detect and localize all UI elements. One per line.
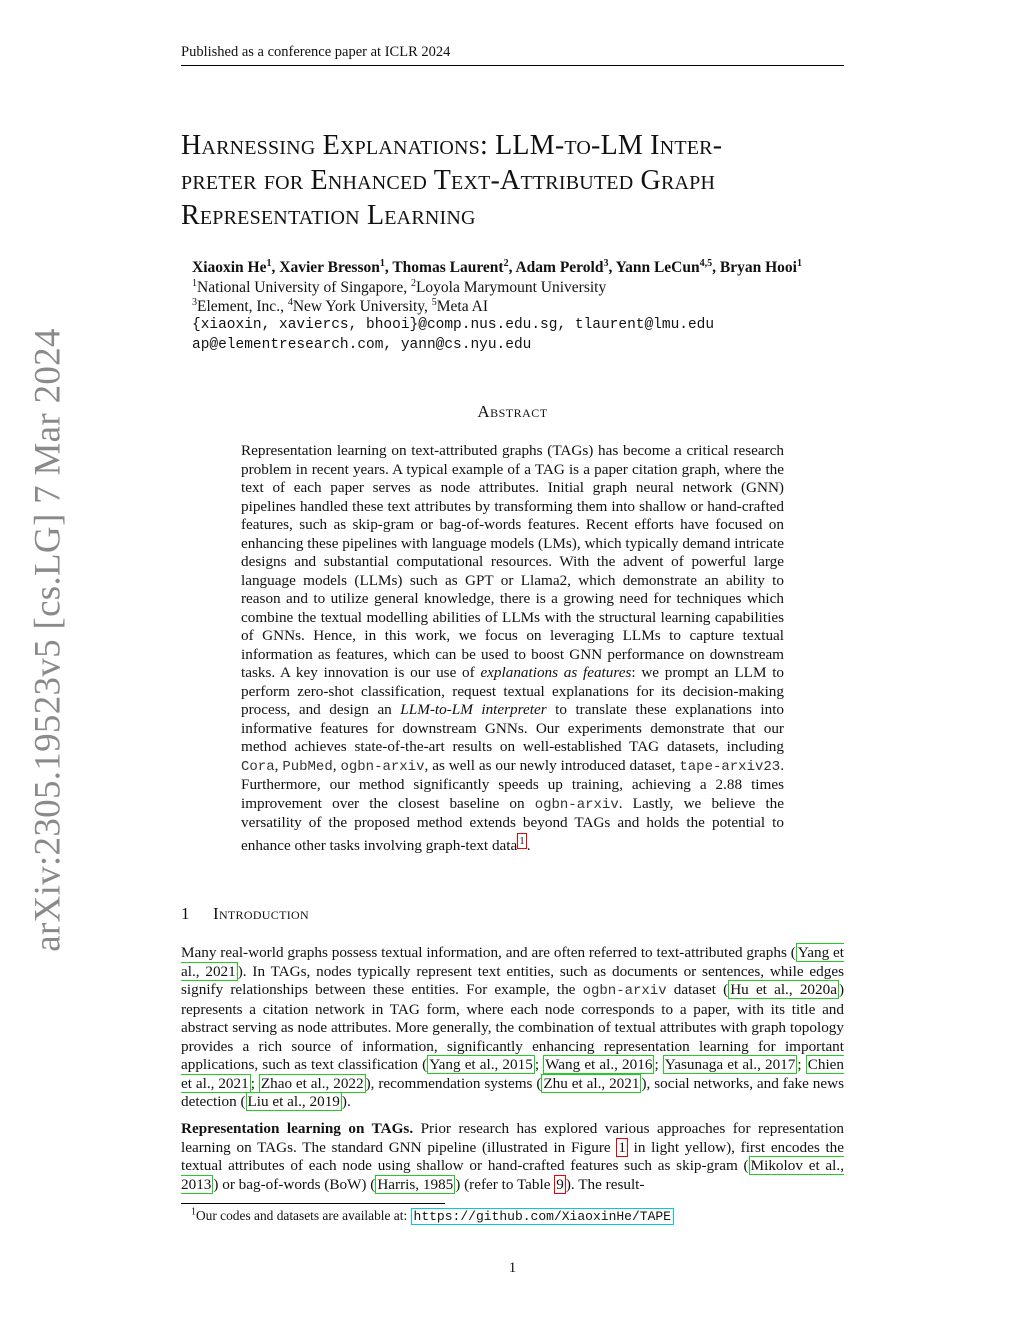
abstract-emphasis: LLM-to-LM interpreter <box>400 701 547 718</box>
arxiv-stamp: arXiv:2305.19523v5 [cs.LG] 7 Mar 2024 <box>27 328 69 952</box>
footnote <box>191 1208 841 1224</box>
abstract-text: : we prompt an LLM to perform zero-shot classification, request textual explanations for its decision-making process, and design an <box>241 664 785 718</box>
dataset-name: tape-arxiv23 <box>679 758 781 775</box>
footnote-mark: 1 <box>191 1206 196 1218</box>
affil-mark: 1 <box>192 277 197 289</box>
author-affil-mark: 1 <box>379 257 385 269</box>
separator: ; <box>654 1056 663 1073</box>
repository-url-link[interactable]: https://github.com/XiaoxinHe/TAPE <box>411 1208 674 1225</box>
abstract-text: . <box>526 836 531 854</box>
citation-link[interactable]: Yang et al., 2015 <box>429 1056 533 1073</box>
title-line-3: Representation Learning <box>181 200 476 231</box>
abstract-text: , <box>274 756 283 774</box>
body-text: dataset ( <box>666 981 729 998</box>
abstract-text: to translate these explanations into informative features for downstream GNNs. Our experiments demonstrate that our method achieves state-of-the-art results on well-established TAG datasets, including <box>241 701 785 755</box>
affil-mark: 3 <box>192 296 197 308</box>
affil-mark: 5 <box>431 296 437 308</box>
footnote-text: Our codes and datasets are available at: <box>196 1208 411 1223</box>
intro-paragraph-2 <box>181 1120 844 1194</box>
abstract-text: . Furthermore, our method significantly speeds up training, achieving a 2.88 times improvement over the closest baseline on <box>241 756 784 812</box>
separator: ; <box>250 1074 259 1092</box>
body-text: in light yellow), first encodes the textual attributes of each node using shallow or hand-crafted features such as skip-gram ( <box>181 1138 844 1174</box>
body-text: ). The result- <box>565 1175 645 1193</box>
paper-title <box>181 128 844 233</box>
author-name: Xiaoxin He <box>192 259 267 276</box>
author-affil-mark: 1 <box>796 257 802 269</box>
abstract-text: , <box>332 756 341 774</box>
paragraph-heading: Representation learning on TAGs. <box>181 1120 414 1137</box>
section-title: Introduction <box>213 904 309 923</box>
footnote-link[interactable]: 1 <box>519 834 525 847</box>
dataset-name: PubMed <box>282 758 333 775</box>
affil-text: Meta AI <box>436 298 488 315</box>
affiliation-line-2 <box>192 298 852 316</box>
abstract-body <box>241 442 784 855</box>
body-text: ) (refer to Table <box>455 1175 555 1193</box>
dataset-name: Cora <box>241 758 275 775</box>
affil-mark: 2 <box>410 277 416 289</box>
body-text: ), recommendation systems ( <box>365 1074 542 1092</box>
affiliation-line-1 <box>192 279 852 297</box>
title-line-2: preter for Enhanced Text-Attributed Graph <box>181 165 716 196</box>
email-line-2: ap@elementresearch.com, yann@cs.nyu.edu <box>192 337 532 353</box>
abstract-text: Representation learning on text-attributed graphs (TAGs) has become a critical research problem in recent years. A typical example of a TAG is a paper citation graph, where the text of each paper serves as node attributes. Initial graph neural network (GNN) pipelines handled these text attributes by transforming them into shallow or hand-crafted features, such as skip-gram or bag-of-words features. Recent efforts have focused on enhancing these pipelines with language models (LMs), which typically demand intricate designs and substantial computational resources. With the advent of powerful large language models (LLMs) such as GPT or Llama2, which demonstrate an ability to reason and to utilize general knowledge, there is a growing need for techniques which combine the textual modelling abilities of LLMs with the structural learning capabilities of GNNs. Hence, in this work, we focus on leveraging LLMs to capture textual information as features, which can be used to boost GNN performance on downstream tasks. A key innovation is our use of <box>241 442 784 681</box>
abstract-text: . Lastly, we believe the versatility of the proposed method extends beyond TAGs and holds the potential to enhance other tasks involving graph-text data <box>241 794 784 854</box>
page-number: 1 <box>508 1260 517 1276</box>
author-affil-mark: 4,5 <box>699 257 713 269</box>
intro-paragraph-1 <box>181 944 844 1112</box>
author-name: , Thomas Laurent <box>384 259 504 276</box>
body-text: ), social networks, and fake news detection ( <box>181 1074 844 1110</box>
body-text: Many real-world graphs possess textual information, and are often referred to text-attributed graphs ( <box>181 944 796 961</box>
body-text: ). <box>341 1093 351 1110</box>
affil-text: Loyola Marymount University <box>415 279 607 296</box>
citation-link[interactable]: Mikolov et al., 2013 <box>181 1157 844 1193</box>
author-affil-mark: 2 <box>503 257 509 269</box>
dataset-name: ogbn-arxiv <box>534 796 619 813</box>
citation-link[interactable]: Yang et al., 2021 <box>181 944 844 980</box>
author-name: , Xavier Bresson <box>271 259 380 276</box>
section-heading-introduction <box>181 904 844 924</box>
citation-link[interactable]: Hu et al., 2020a <box>730 981 837 998</box>
dataset-name: ogbn-arxiv <box>582 983 667 999</box>
title-line-1: Harnessing Explanations: LLM-to-LM Inter- <box>181 130 723 161</box>
abstract-text: , as well as our newly introduced dataset, <box>424 756 680 774</box>
body-text: Prior research has explored various approaches for representation learning on TAGs. The standard GNN pipeline (illustrated in Figure <box>181 1120 845 1156</box>
dataset-name: ogbn-arxiv <box>340 758 425 775</box>
citation-link[interactable]: Yasunaga et al., 2017 <box>664 1056 796 1073</box>
author-name: , Adam Perold <box>508 259 604 276</box>
affil-text: National University of Singapore, <box>197 279 411 296</box>
body-text: ) or bag-of-words (BoW) ( <box>213 1175 376 1193</box>
author-affil-mark: 3 <box>603 257 609 269</box>
footnote-rule <box>181 1203 445 1204</box>
author-name: , Bryan Hooi <box>712 259 797 276</box>
citation-link[interactable]: Wang et al., 2016 <box>545 1056 653 1073</box>
body-text: ) represents a citation network in TAG form, where each node corresponds to a paper, with its title and abstract serving as node attributes. More generally, the combination of textual attributes with graph topology provides a rich source of information, significantly enhancing representation learning for important applications, such as text classification ( <box>181 981 844 1073</box>
separator: ; <box>534 1056 544 1073</box>
abstract-emphasis: explanations as features <box>480 664 632 681</box>
separator: ; <box>797 1056 806 1073</box>
table-link[interactable]: 9 <box>556 1175 564 1193</box>
citation-link[interactable]: Chien et al., 2021 <box>181 1056 844 1092</box>
affil-mark: 4 <box>287 296 293 308</box>
author-list <box>192 259 852 277</box>
citation-link[interactable]: Harris, 1985 <box>377 1175 454 1193</box>
citation-link[interactable]: Zhu et al., 2021 <box>543 1074 640 1092</box>
affil-text: Element, Inc., <box>197 298 288 315</box>
running-header: Published as a conference paper at ICLR 2024 <box>181 44 451 60</box>
affil-text: New York University, <box>292 298 432 315</box>
body-text: ). In TAGs, nodes typically represent text entities, such as documents or sentences, while edges signify relationships between these entities. For example, the <box>181 962 844 998</box>
abstract-heading: Abstract <box>477 402 548 421</box>
email-line-1: {xiaoxin, xaviercs, bhooi}@comp.nus.edu.sg, tlaurent@lmu.edu <box>192 317 715 333</box>
citation-link[interactable]: Liu et al., 2019 <box>247 1093 340 1110</box>
author-affil-mark: 1 <box>266 257 272 269</box>
citation-link[interactable]: Zhao et al., 2022 <box>260 1074 364 1092</box>
figure-link[interactable]: 1 <box>618 1138 626 1156</box>
section-number: 1 <box>181 904 190 923</box>
author-name: , Yann LeCun <box>608 259 700 276</box>
header-rule <box>181 65 844 66</box>
